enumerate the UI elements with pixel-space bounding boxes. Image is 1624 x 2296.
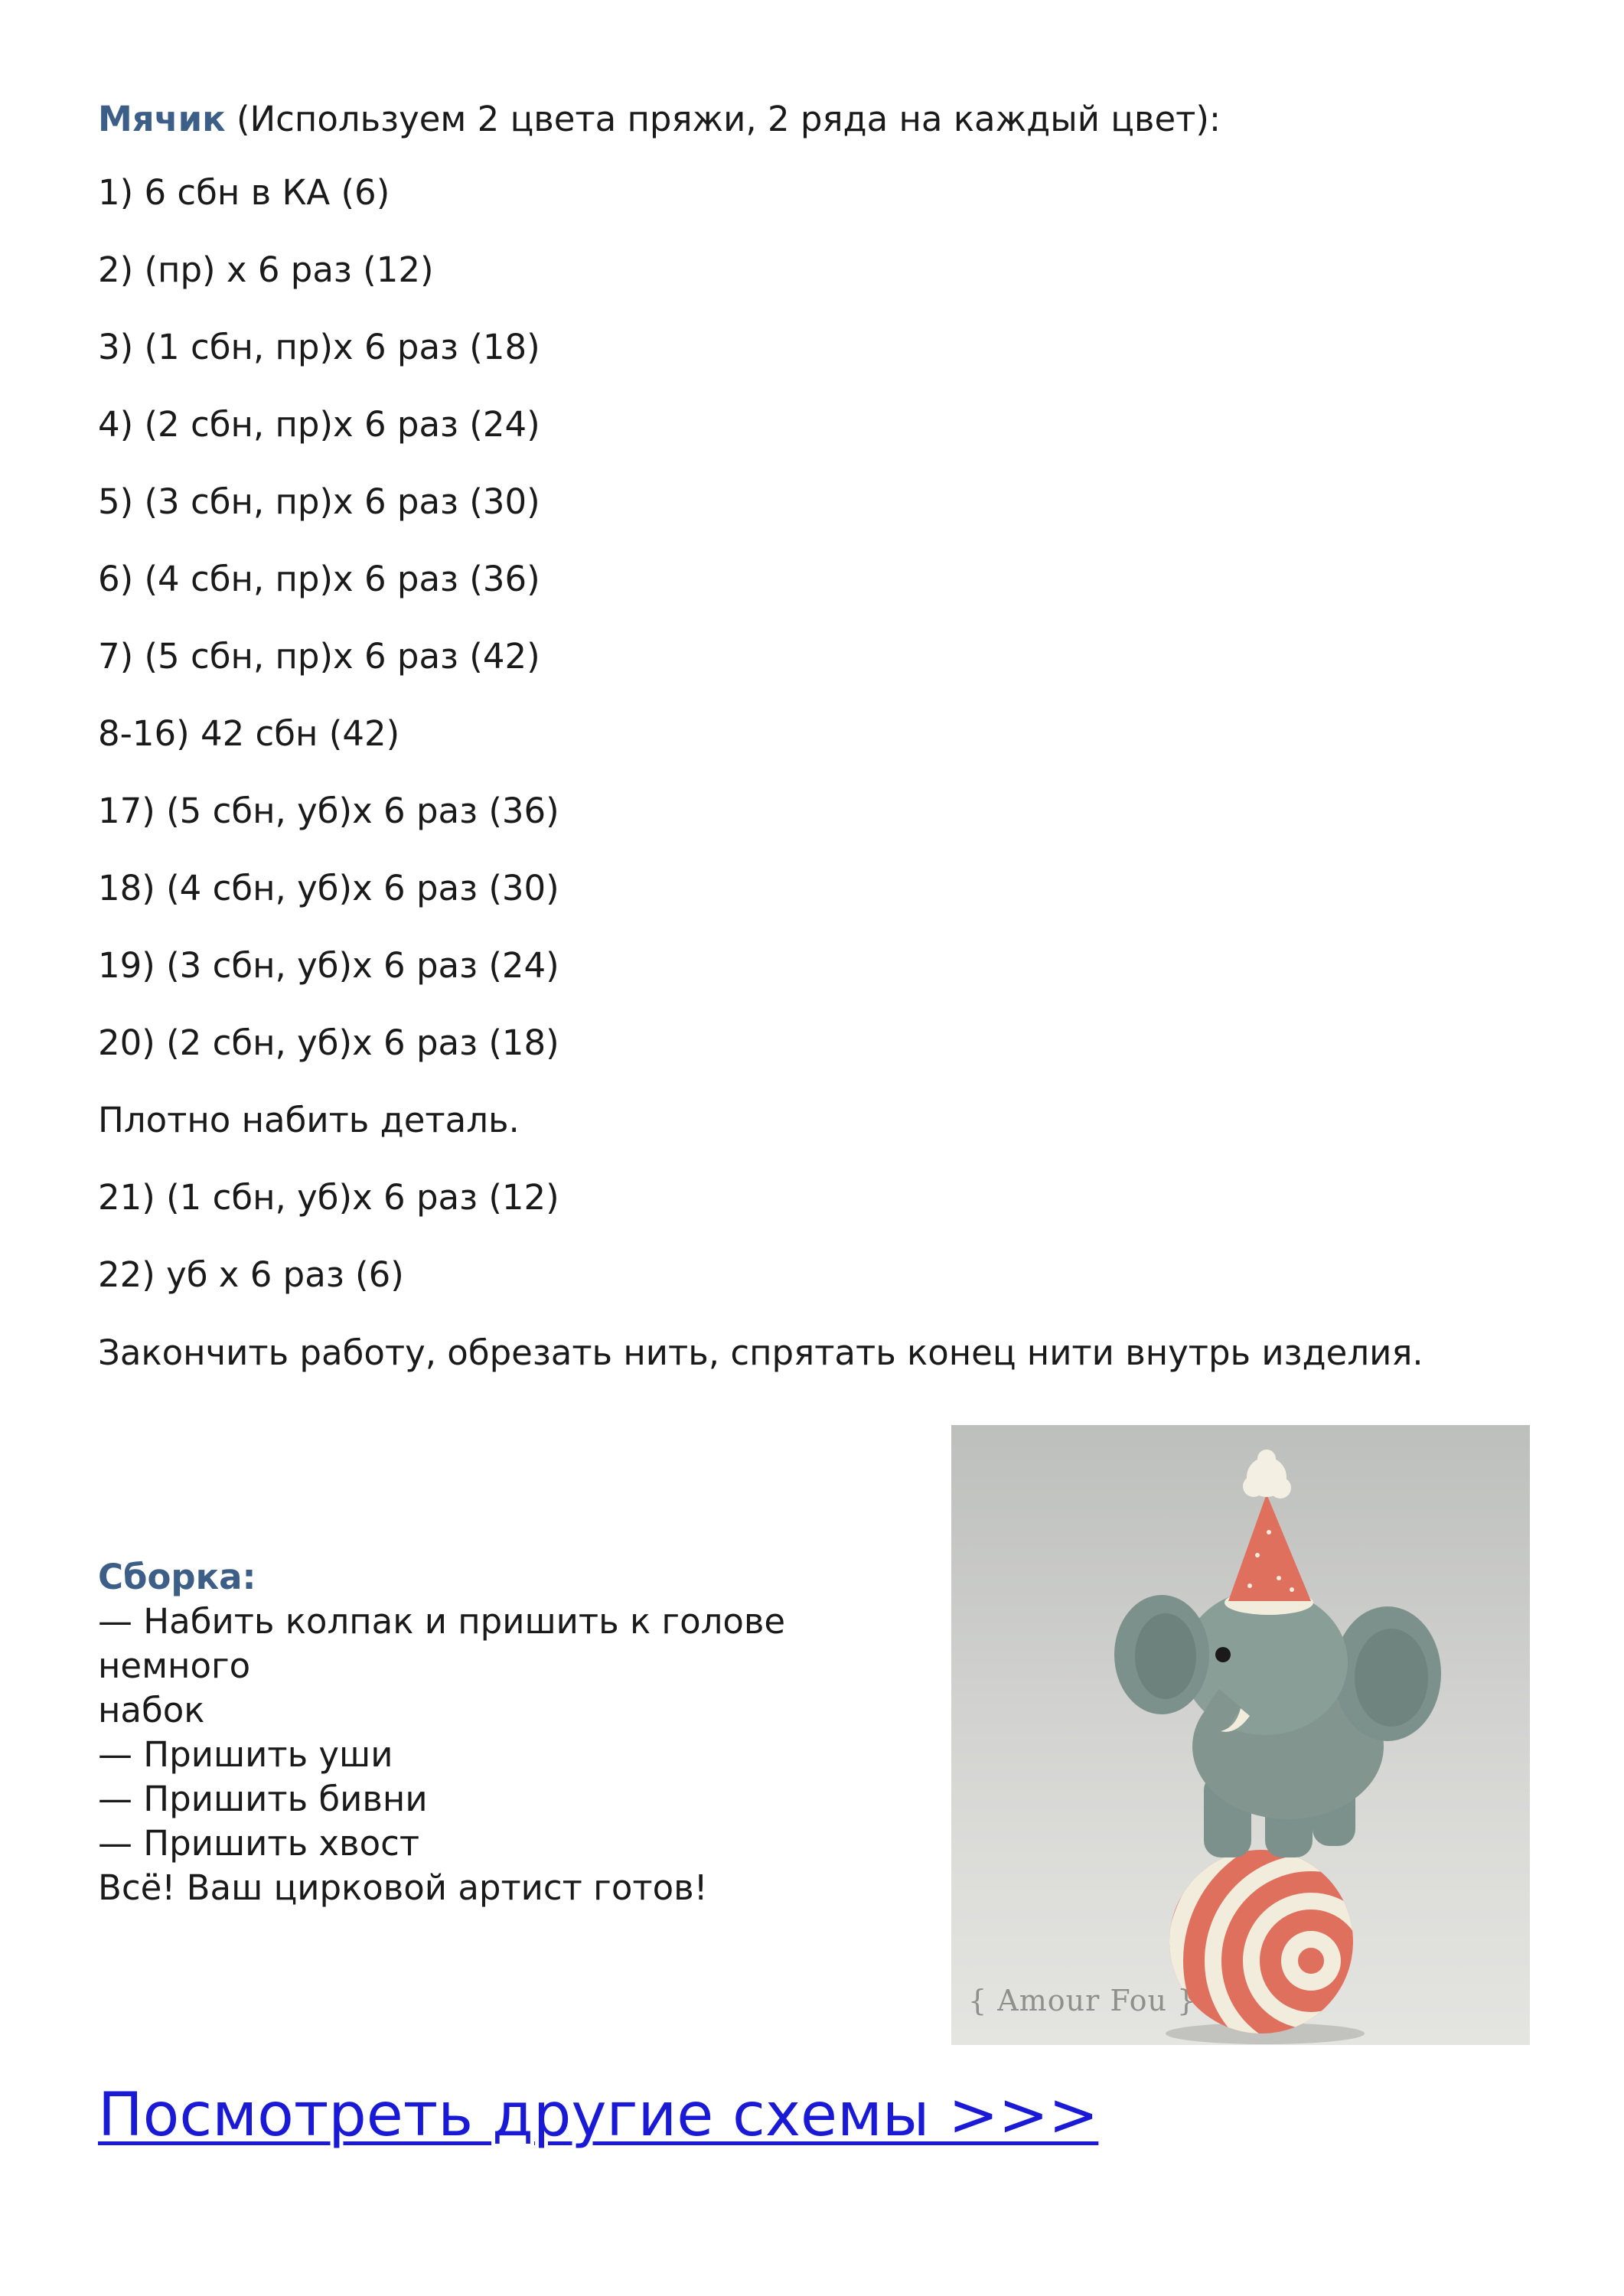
pattern-row: 19) (3 сбн, уб)х 6 раз (24) [98,945,559,986]
pattern-row: 22) уб х 6 раз (6) [98,1254,404,1295]
stuffing-note: Плотно набить деталь. [98,1100,520,1140]
assembly-step: — Пришить бивни [98,1779,428,1819]
assembly-step: набок [98,1690,205,1730]
ball-section-intro [98,98,1221,141]
pattern-row: 5) (3 сбн, пр)х 6 раз (30) [98,481,540,522]
hat-pompom [1243,1450,1291,1499]
pattern-row: 18) (4 сбн, уб)х 6 раз (30) [98,868,559,908]
pattern-row: 2) (пр) х 6 раз (12) [98,249,434,290]
assembly-step: — Пришить уши [98,1734,393,1775]
assembly-step: — Набить колпак и пришить к голове немного [98,1601,786,1686]
elephant-toy-photo [951,1425,1530,2045]
pattern-row: 8-16) 42 сбн (42) [98,713,400,754]
pattern-row: 7) (5 сбн, пр)х 6 раз (42) [98,636,540,677]
pattern-row: 1) 6 сбн в КА (6) [98,172,390,213]
pattern-row: 3) (1 сбн, пр)х 6 раз (18) [98,327,540,367]
pattern-row: 20) (2 сбн, уб)х 6 раз (18) [98,1022,559,1063]
elephant-eye [1215,1647,1231,1662]
pattern-row: 17) (5 сбн, уб)х 6 раз (36) [98,791,559,831]
photo-watermark: { Amour Fou } [968,1984,1197,2017]
ball-pattern-rows [98,171,559,1331]
pattern-row: 4) (2 сбн, пр)х 6 раз (24) [98,404,540,445]
pattern-row: 6) (4 сбн, пр)х 6 раз (36) [98,559,540,599]
assembly-final-note: Всё! Ваш цирковой артист готов! [98,1867,708,1908]
assembly-heading: Сборка: [98,1557,256,1597]
finish-instructions: Закончить работу, обрезать нить, спрятать конец нити внутрь изделия. [98,1332,1423,1373]
elephant-illustration [951,1425,1530,2045]
striped-ball [1169,1825,1447,2045]
ball-section-subtitle: (Используем 2 цвета пряжи, 2 ряда на каждый цвет): [225,99,1221,139]
more-patterns-link[interactable]: Посмотреть другие схемы >>> [98,2081,1099,2150]
assembly-step: — Пришить хвост [98,1823,420,1864]
assembly-section [98,1555,932,1910]
ball-section-title: Мячик [98,99,226,139]
party-hat [1225,1494,1313,1615]
pattern-row: 21) (1 сбн, уб)х 6 раз (12) [98,1177,559,1218]
